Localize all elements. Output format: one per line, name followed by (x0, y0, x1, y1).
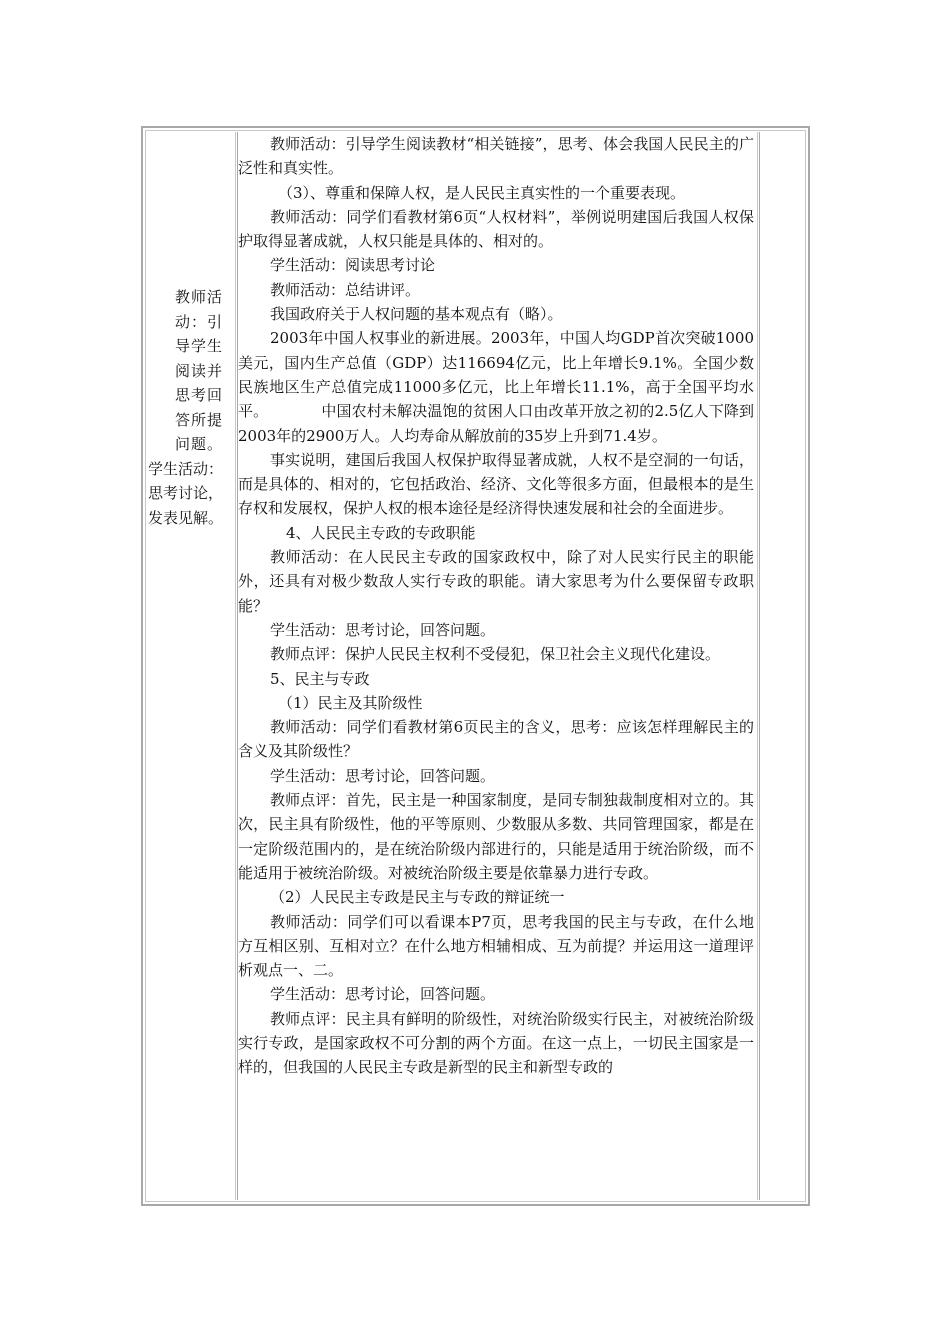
note-line: 动：引 (175, 312, 224, 331)
student-activity-note (145, 457, 233, 531)
note-line: 思考回 (175, 386, 224, 404)
note-line: 答所提 (175, 410, 224, 429)
paragraph: 事实说明，建国后我国人权保护取得显著成就，人权不是空洞的一句话，而是具体的、相对的，它包括政治、经济、文化等很多方面，但最根本的是生存权和发展权，保护人权的根本途径是经济得快速发展和社会的全面进步。 (238, 450, 754, 518)
paragraph: 教师点评：保护人民民主权利不受侵犯，保卫社会主义现代化建设。 (270, 645, 721, 664)
paragraph: 教师活动：引导学生阅读教材“相关链接”，思考、体会我国人民民主的广泛性和真实性。 (238, 135, 754, 178)
paragraph: 教师活动：同学们看教材第6页民主的含义，思考：应该怎样理解民主的含义及其阶级性？ (238, 718, 754, 761)
section-heading: 5、民主与专政 (270, 669, 370, 688)
subsection-heading: （2）人民民主专政是民主与专政的辩证统一 (270, 888, 565, 907)
note-line: 导学生 (175, 337, 224, 355)
paragraph: 2003年中国人权事业的新进展。2003年，中国人均GDP首次突破1000美元，国内生产总值（GDP）达116694亿元，比上年增长9.1%。全国少数民族地区生产总值完成11000多亿元，比上年增长11.1%，高于全国平均水平。 中国农村未解决温饱的贫困人口由改革开放之初的2.5亿人下降到2003年的2900万人。人均寿命从解放前的35岁上升到71.4岁。 (238, 329, 754, 445)
note-line: 问题。 (175, 435, 224, 453)
note-line: 阅读并 (175, 361, 224, 380)
paragraph: 教师点评：首先，民主是一种国家制度，是同专制独裁制度相对立的。其次，民主具有阶级性，他的平等原则、少数服从多数、共同管理国家，都是在一定阶级范围内的，是在统治阶级内部进行的，只能是适用于统治阶级，而不能适用于被统治阶级。对被统治阶级主要是依靠暴力进行专政。 (238, 791, 754, 882)
column-divider (757, 132, 758, 1200)
section-heading: 4、人民民主专政的专政职能 (286, 523, 476, 542)
note-line: 思考讨论， (148, 484, 224, 502)
paragraph: 学生活动：阅读思考讨论 (270, 256, 436, 275)
paragraph: 学生活动：思考讨论，回答问题。 (270, 620, 496, 639)
note-line: 教师活 (175, 288, 224, 306)
note-line: 学生活动： (148, 459, 224, 478)
paragraph: （3）、尊重和保障人权，是人民民主真实性的一个重要表现。 (278, 183, 686, 202)
paragraph: 教师点评：民主具有鲜明的阶级性，对统治阶级实行民主，对被统治阶级实行专政，是国家政权不可分割的两个方面。在这一点上，一切民主国家是一样的，但我国的人民民主专政是新型的民主和新型专政的 (238, 1009, 754, 1077)
paragraph: 教师活动：在人民民主专政的国家政权中，除了对人民实行民主的职能外，还具有对极少数敌人实行专政的职能。请大家思考为什么要保留专政职能？ (238, 548, 754, 615)
activity-column (145, 285, 233, 530)
paragraph: 教师活动：同学们可以看课本P7页，思考我国的民主与专政，在什么地方互相区别、互相对立？在什么地方相辅相成、互为前提？并运用这一道理评析观点一、二。 (238, 912, 754, 980)
paragraph: 教师活动：同学们看教材第6页“人权材料”，举例说明建国后我国人权保护取得显著成就，人权只能是具体的、相对的。 (238, 207, 754, 251)
paragraph: 学生活动：思考讨论，回答问题。 (270, 766, 496, 785)
column-divider (235, 132, 236, 1200)
lesson-content (238, 132, 754, 1080)
column-divider (759, 132, 760, 1200)
teacher-activity-note (145, 285, 233, 457)
paragraph: 教师活动：总结讲评。 (270, 280, 421, 299)
subsection-heading: （1）民主及其阶级性 (278, 693, 423, 712)
paragraph: 我国政府关于人权问题的基本观点有（略）。 (270, 305, 563, 324)
note-line: 发表见解。 (148, 508, 224, 527)
paragraph: 学生活动：思考讨论，回答问题。 (270, 985, 496, 1004)
